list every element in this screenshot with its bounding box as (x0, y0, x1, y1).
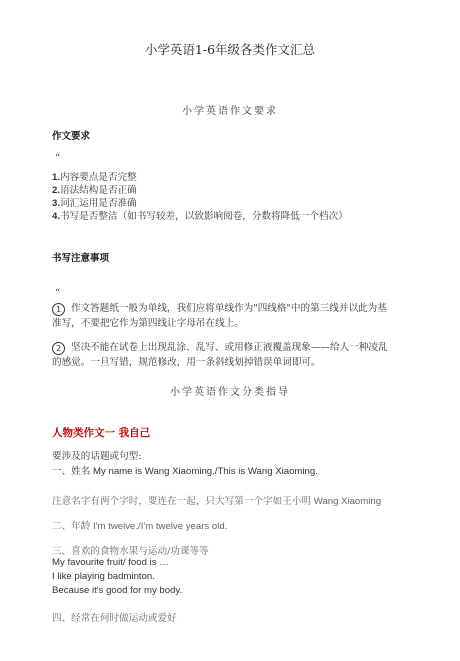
example-sentence: I like playing badminton. (52, 571, 155, 582)
quote-mark: “ (55, 153, 61, 164)
notes-heading: 书写注意事项 (52, 253, 110, 264)
requirement-item: 4.书写是否整洁（如书写较差，以致影响阅卷，分数将降低一个档次） (52, 211, 348, 222)
document-title: 小学英语1-6年级各类作文汇总 (144, 42, 316, 57)
section-heading-requirements: 小学英语作文要求 (182, 106, 278, 117)
section-heading-guidance: 小学英语作文分类指导 (170, 387, 290, 398)
example-sentence: Because it's good for my body. (52, 585, 183, 596)
note-paragraph: 2 坚决不能在试卷上出现乱涂、乱写、或用修正液覆盖现象——给人一种凌乱 的感觉。一旦写错，规范修改，用一条斜线划掉错误单词即可。 (52, 342, 388, 368)
example-sentence: My favourite fruit/ food is … (52, 557, 169, 568)
category-heading: 人物类作文一 我自己 (52, 427, 151, 439)
quote-mark: “ (55, 288, 61, 299)
requirement-item: 1.内容要点是否完整 (52, 172, 137, 183)
circled-number-icon: 2 (52, 342, 65, 355)
requirement-item: 3.词汇运用是否准确 (52, 198, 137, 209)
name-note: 注意名字有两个字时，要连在一起，只大写第一个字如王小明 Wang Xiaoming (52, 496, 382, 507)
topic-intro: 要涉及的话题或句型: (52, 451, 142, 462)
topic-item-name: 一、姓名 My name is Wang Xiaoming./This is Wang Xiaoming. (52, 466, 318, 477)
circled-number-icon: 1 (52, 303, 65, 316)
topic-item-favourites: 三、喜欢的食物水果与运动/功课等等 (52, 546, 209, 557)
requirements-heading: 作文要求 (52, 131, 91, 142)
requirement-item: 2.语法结构是否正确 (52, 185, 137, 196)
note-paragraph: 1 作文答题纸一般为单线，我们应将单线作为"四线格"中的第三线并以此为基 准写，不要把它作为第四线让字母吊在线上。 (52, 303, 387, 329)
topic-item-age: 二、年龄 I'm twelve./I'm twelve years old. (52, 521, 228, 532)
topic-item-sports-time: 四、经常在何时做运动或爱好 (52, 613, 177, 624)
